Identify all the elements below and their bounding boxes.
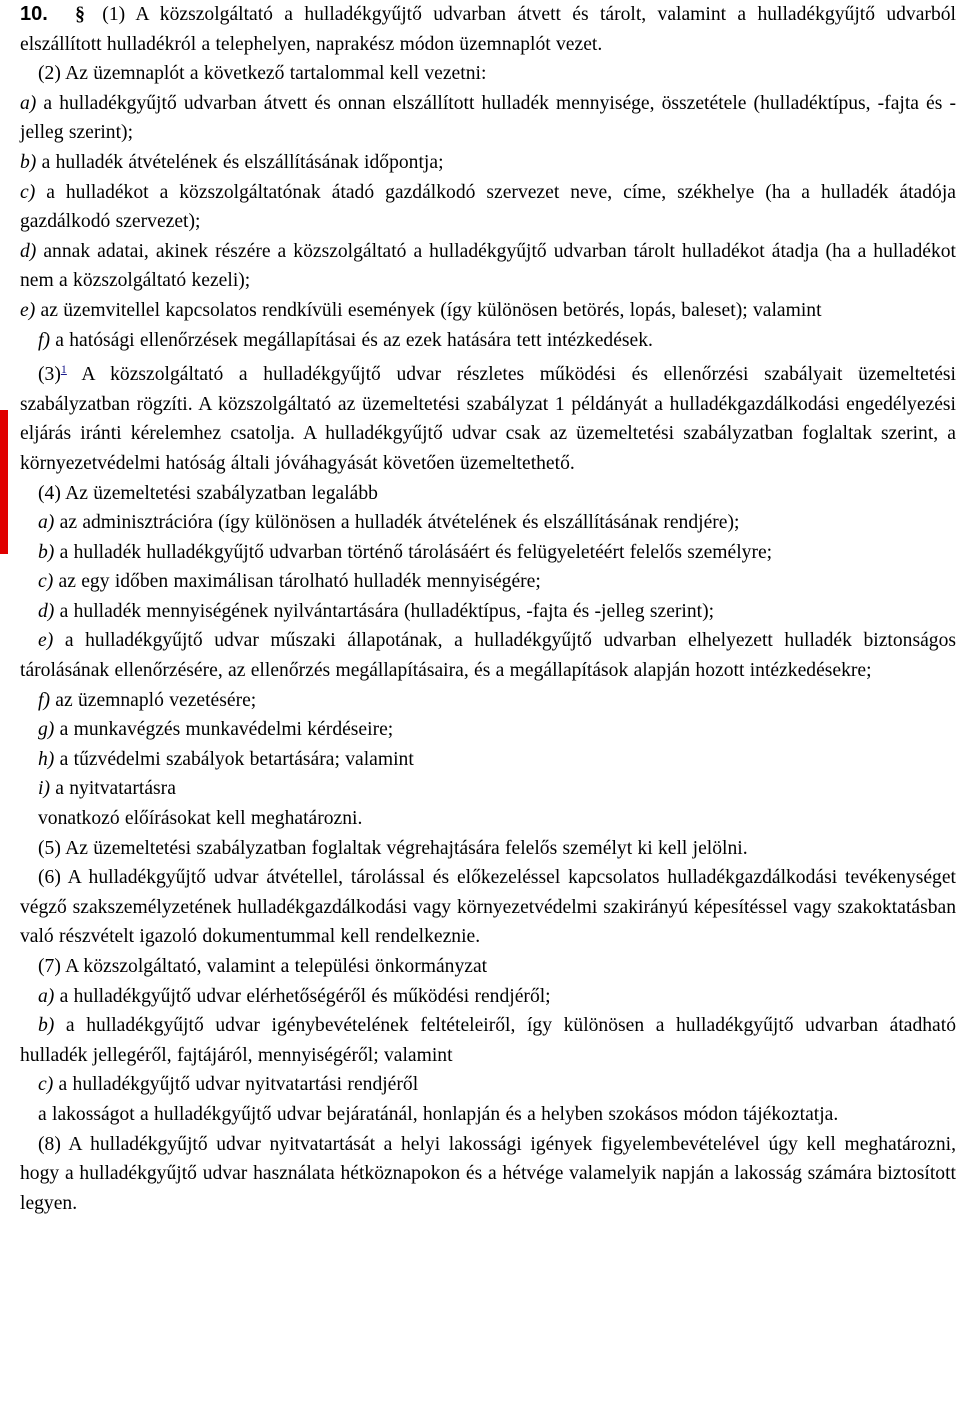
item-text: a hulladékgyűjtő udvar nyitvatartási rendjéről bbox=[53, 1074, 419, 1096]
item-mark: h) bbox=[38, 748, 55, 770]
list-item bbox=[20, 1011, 956, 1070]
list-item bbox=[20, 597, 956, 627]
list-item bbox=[20, 745, 956, 775]
item-mark: a) bbox=[20, 92, 37, 114]
list-item bbox=[20, 178, 956, 237]
paragraph-3 bbox=[20, 355, 956, 478]
paragraph-3-text: A közszolgáltató a hulladékgyűjtő udvar részletes működési és ellenőrzési szabályait üzemeltetési szabályzatban rögzíti. A közszolgáltató az üzemeltetési szabályzat 1 példányát a hulladékgazdálkodási engedélyezési eljárás iránti kérelemhez csatolja. A hulladékgyűjtő udvar csak az üzemeltetési szabályzatban foglaltak szerint, a környezetvédelmi hatóság általi jóváhagyását követően üzemeltethető. bbox=[20, 364, 956, 474]
item-mark: i) bbox=[38, 778, 50, 800]
item-text: az üzemvitellel kapcsolatos rendkívüli események (így különösen betörés, lopás, baleset); valamint bbox=[35, 299, 822, 321]
item-text: a hulladékgyűjtő udvar elérhetőségéről és működési rendjéről; bbox=[54, 985, 551, 1007]
paragraph-2-intro: (2) Az üzemnaplót a következő tartalommal kell vezetni: bbox=[38, 63, 487, 85]
item-text: a hulladékgyűjtő udvar igénybevételének feltételeiről, így különösen a hulladékgyűjtő udvarban átadható hulladék jellegéről, fajtájáról, mennyiségéről; valamint bbox=[20, 1015, 956, 1066]
list-item bbox=[20, 89, 956, 148]
item-text: a hulladékgyűjtő udvar műszaki állapotának, a hulladékgyűjtő udvarban elhelyezett hulladék biztonságos tárolásának ellenőrzésére, az ellenőrzés megállapításaira, és a megállapítások alapján hozott intézkedésekre; bbox=[20, 630, 956, 682]
list-item bbox=[20, 774, 956, 804]
item-text: a hulladékot a közszolgáltatónak átadó gazdálkodó szervezet neve, címe, székhelye (ha a hulladék átadója gazdálkodó szervezet); bbox=[20, 181, 956, 233]
list-item bbox=[20, 686, 956, 716]
item-text: a munkavégzés munkavédelmi kérdéseire; bbox=[54, 719, 394, 741]
item-text: a hulladék átvételének és elszállításának időpontja; bbox=[36, 151, 444, 173]
item-mark: b) bbox=[38, 541, 55, 563]
paragraph-4-intro: (4) Az üzemeltetési szabályzatban legalább bbox=[38, 482, 378, 504]
item-mark: e) bbox=[20, 299, 36, 321]
list-item bbox=[20, 626, 956, 685]
paragraph-6: (6) A hulladékgyűjtő udvar átvétellel, tárolással és előkezeléssel kapcsolatos hulladékgazdálkodási tevékenységet végző szakszemélyzetének hulladékgazdálkodási vagy környezetvédelmi szakirányú képesítéssel vagy szakoktatásban való részvételt igazoló dokumentummal kell rendelkeznie. bbox=[20, 867, 956, 948]
item-text: a hulladék mennyiségének nyilvántartására (hulladéktípus, -fajta és -jelleg szerint); bbox=[54, 600, 715, 622]
list-item bbox=[20, 237, 956, 296]
item-text: a tűzvédelmi szabályok betartására; valamint bbox=[54, 748, 414, 770]
paragraph-4-closing: vonatkozó előírásokat kell meghatározni. bbox=[38, 808, 363, 830]
item-mark: a) bbox=[38, 512, 55, 534]
paragraph-7-intro: (7) A közszolgáltató, valamint a települési önkormányzat bbox=[38, 956, 488, 977]
document-page bbox=[20, 0, 956, 1218]
paragraph-1 bbox=[20, 0, 956, 59]
list-item bbox=[20, 296, 956, 326]
list-item bbox=[20, 326, 956, 356]
item-text: annak adatai, akinek részére a közszolgáltató a hulladékgyűjtő udvarban tárolt hulladékot átadja (ha a hulladékot nem a közszolgáltató kezeli); bbox=[20, 240, 956, 292]
amendment-marker bbox=[0, 410, 8, 554]
paragraph-3-prefix: (3) bbox=[38, 364, 61, 386]
item-mark: f) bbox=[38, 689, 50, 711]
paragraph-1-text: (1) A közszolgáltató a hulladékgyűjtő udvarban átvett és tárolt, valamint a hulladékgyűjtő udvarból elszállított hulladékról a telephelyen, naprakész módon üzemnaplót vezet. bbox=[20, 4, 956, 55]
item-mark: c) bbox=[38, 571, 54, 593]
item-mark: c) bbox=[20, 181, 36, 203]
item-text: a nyitvatartásra bbox=[49, 778, 176, 800]
item-text: a hulladékgyűjtő udvarban átvett és onnan elszállított hulladék mennyisége, összetétele (hulladéktípus, -fajta és -jelleg szerint); bbox=[20, 92, 956, 144]
list-item bbox=[20, 982, 956, 1012]
item-mark: b) bbox=[20, 151, 37, 173]
footnote-link[interactable]: 1 bbox=[60, 362, 67, 377]
item-mark: e) bbox=[38, 630, 54, 652]
list-item bbox=[20, 538, 956, 568]
paragraph-7-closing: a lakosságot a hulladékgyűjtő udvar bejáratánál, honlapján és a helyben szokásos módon tájékoztatja. bbox=[38, 1103, 839, 1125]
section-sign: § bbox=[75, 4, 85, 25]
list-item bbox=[20, 567, 956, 597]
item-mark: a) bbox=[38, 985, 55, 1007]
list-item bbox=[20, 148, 956, 178]
item-mark: d) bbox=[38, 600, 55, 622]
item-text: a hatósági ellenőrzések megállapításai és az ezek hatására tett intézkedések. bbox=[49, 329, 653, 351]
item-mark: b) bbox=[38, 1015, 55, 1037]
item-mark: f) bbox=[38, 329, 50, 351]
section-number: 10. bbox=[20, 3, 48, 25]
item-text: a hulladék hulladékgyűjtő udvarban történő tárolásáért és felügyeletéért felelős személyre; bbox=[54, 541, 773, 563]
item-text: az adminisztrációra (így különösen a hulladék átvételének és elszállításának rendjére); bbox=[54, 512, 740, 534]
item-mark: g) bbox=[38, 719, 55, 741]
paragraph-5: (5) Az üzemeltetési szabályzatban foglaltak végrehajtására felelős személyt ki kell jelölni. bbox=[38, 837, 748, 859]
list-item bbox=[20, 508, 956, 538]
item-text: az üzemnapló vezetésére; bbox=[49, 689, 257, 711]
item-mark: c) bbox=[38, 1074, 54, 1096]
item-mark: d) bbox=[20, 240, 37, 262]
paragraph-8: (8) A hulladékgyűjtő udvar nyitvatartását a helyi lakossági igények figyelembevételével úgy kell meghatározni, hogy a hulladékgyűjtő udvar használata hétköznapokon és a hétvége valamelyik napján a lakosság számára biztosított legyen. bbox=[20, 1133, 956, 1214]
list-item bbox=[20, 715, 956, 745]
item-text: az egy időben maximálisan tárolható hulladék mennyiségére; bbox=[53, 571, 541, 593]
list-item bbox=[20, 1070, 956, 1100]
